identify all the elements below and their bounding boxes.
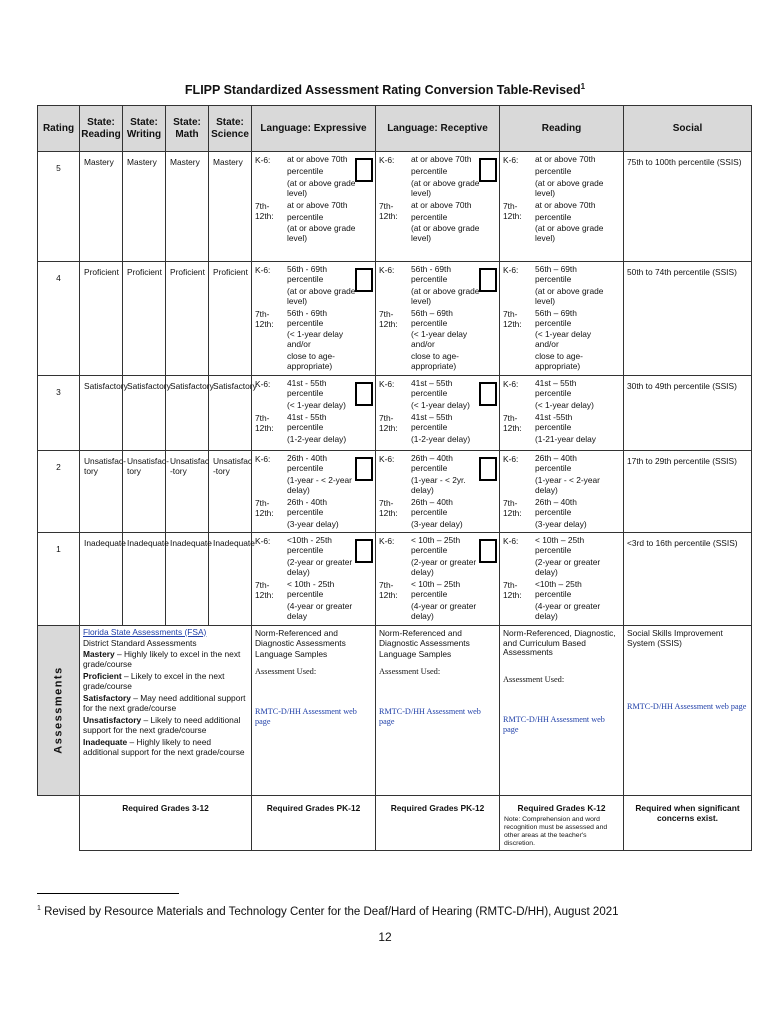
rating-value: 4	[38, 262, 80, 376]
rmtc-web-link[interactable]: RMTC-D/HH Assessment web page	[503, 715, 605, 734]
rating-value: 2	[38, 451, 80, 533]
rmtc-web-link[interactable]: RMTC-D/HH Assessment web page	[627, 702, 747, 712]
social-criteria: 50th to 74th percentile (SSIS)	[624, 262, 752, 376]
reading-criteria	[500, 451, 624, 533]
criteria-line: (< 1-year delay and/or	[287, 329, 344, 350]
criteria-text	[535, 412, 621, 446]
criteria-line: 41st -55th percentile	[535, 411, 573, 432]
grade-label: 7th-12th:	[379, 412, 398, 433]
reading-criteria	[500, 376, 624, 451]
expressive-criteria	[252, 152, 376, 262]
state-level: Inadequate	[80, 533, 123, 625]
grade-band	[379, 200, 497, 246]
criteria-line: 41st – 55th percentile	[411, 411, 453, 432]
grade-band	[503, 497, 621, 531]
rating-row	[38, 376, 752, 451]
criteria-line: 41st - 55th percentile	[287, 411, 327, 432]
criteria-line: < 10th – 25th percentile	[411, 535, 461, 556]
criteria-line: (at or above grade level)	[535, 285, 604, 306]
criteria-line: (< 1-year delay)	[535, 399, 594, 410]
criteria-line: percentile	[535, 211, 572, 222]
legend-desc: – Highly likely to excel in the next grade/course	[83, 649, 241, 670]
check-box[interactable]	[355, 457, 373, 481]
state-level: Satisfactory	[166, 376, 209, 451]
check-box[interactable]	[479, 268, 497, 292]
check-box[interactable]	[479, 539, 497, 563]
criteria-line: < 10th – 25th percentile	[535, 535, 585, 556]
state-level: Inadequate	[123, 533, 166, 625]
state-level: Inadequate	[209, 533, 252, 625]
criteria-line: (at or above grade level)	[287, 223, 356, 244]
criteria-line: (at or above grade level)	[287, 177, 356, 198]
state-level: Satisfactory	[80, 376, 123, 451]
legend-term: Satisfactory	[83, 693, 131, 704]
criteria-text	[411, 200, 497, 246]
grade-label: K-6:	[255, 379, 271, 390]
criteria-text	[411, 579, 497, 623]
assessments-row	[38, 625, 752, 795]
criteria-text	[287, 579, 373, 623]
rating-value: 1	[38, 533, 80, 625]
criteria-text	[287, 497, 373, 531]
header-social: Social	[624, 106, 752, 152]
criteria-line: 56th – 69th percentile	[411, 307, 453, 328]
rmtc-web-link[interactable]: RMTC-D/HH Assessment web page	[255, 707, 357, 726]
expressive-assessments-cell	[252, 625, 376, 795]
state-level: Proficient	[123, 262, 166, 376]
grade-label: K-6:	[255, 536, 271, 547]
criteria-line: 26th - 40th percentile	[287, 496, 328, 517]
legend-desc: – Highly likely to need additional support for the next grade/course	[83, 736, 245, 757]
grade-band	[255, 579, 373, 623]
expressive-criteria	[252, 262, 376, 376]
criteria-text	[535, 579, 621, 623]
state-level: Mastery	[123, 152, 166, 262]
grade-label: 7th-12th:	[255, 308, 274, 329]
footnote-rule	[37, 893, 179, 894]
criteria-line: percentile	[411, 165, 448, 176]
state-legend-line	[83, 649, 249, 671]
criteria-line: (< 1-year delay)	[411, 399, 470, 410]
criteria-text	[411, 308, 497, 373]
assessments-label: Assessments	[38, 625, 80, 795]
header-state-science: State: Science	[209, 106, 252, 152]
criteria-line: percentile	[411, 211, 448, 222]
legend-desc: – Likely to need additional support for the next grade/course	[83, 714, 241, 735]
criteria-line: (at or above grade level)	[411, 223, 480, 244]
legend-desc: – Likely to excel in the next grade/course	[83, 671, 225, 692]
page-number: 12	[378, 930, 392, 944]
criteria-line: close to age-appropriate)	[411, 351, 459, 372]
header-language-expressive: Language: Expressive	[252, 106, 376, 152]
criteria-line: at or above 70th	[535, 199, 596, 210]
required-receptive: Required Grades PK-12	[376, 795, 500, 850]
state-level: Proficient	[166, 262, 209, 376]
criteria-line: 41st – 55th percentile	[535, 378, 577, 398]
criteria-text	[535, 200, 621, 246]
criteria-line: (< 1-year delay)	[287, 399, 346, 410]
criteria-line: (4-year or greater delay)	[535, 600, 601, 621]
criteria-line: (< 1-year delay and/or	[411, 329, 468, 350]
check-box[interactable]	[355, 268, 373, 292]
state-legend-line	[83, 671, 249, 693]
assessment-type: Language Samples	[379, 649, 452, 660]
grade-label: 7th-12th:	[255, 580, 274, 600]
criteria-text	[535, 497, 621, 531]
criteria-line: at or above 70th	[411, 199, 472, 210]
grade-band	[503, 412, 621, 446]
receptive-criteria	[376, 533, 500, 625]
criteria-line: (3-year delay)	[535, 518, 587, 529]
rating-row	[38, 451, 752, 533]
criteria-text	[535, 264, 621, 308]
rating-conversion-table	[37, 105, 752, 851]
grade-label: K-6:	[503, 379, 519, 390]
grade-label: 7th-12th:	[255, 200, 274, 221]
grade-band	[379, 497, 497, 531]
social-criteria: 17th to 29th percentile (SSIS)	[624, 451, 752, 533]
grade-label: K-6:	[503, 454, 519, 465]
state-level: Satisfactory	[123, 376, 166, 451]
assessment-type: Language Samples	[255, 649, 328, 660]
assessment-used-label: Assessment Used:	[379, 667, 441, 677]
state-level: Proficient	[80, 262, 123, 376]
criteria-line: 26th – 40th percentile	[411, 496, 453, 517]
criteria-line: <10th – 25th percentile	[535, 579, 582, 599]
receptive-assessments-cell	[376, 625, 500, 795]
assessment-type: Norm-Referenced and Diagnostic Assessments	[255, 627, 346, 648]
criteria-text	[535, 453, 621, 497]
state-legend-line	[83, 737, 249, 759]
criteria-line: 26th – 40th percentile	[411, 453, 453, 473]
criteria-line: percentile	[287, 165, 324, 176]
criteria-line: (at or above grade level)	[411, 177, 480, 198]
check-box[interactable]	[479, 382, 497, 406]
page-title: FLIPP Standardized Assessment Rating Conversion Table-Revised$^1$	[184, 82, 586, 98]
reading-criteria	[500, 152, 624, 262]
grade-label: K-6:	[255, 265, 271, 275]
header-rating: Rating	[38, 106, 80, 152]
header-row	[38, 106, 752, 152]
receptive-criteria	[376, 152, 500, 262]
criteria-line: percentile	[287, 211, 324, 222]
grade-label: K-6:	[379, 536, 395, 547]
criteria-line: (at or above grade level)	[535, 223, 604, 244]
grade-label: K-6:	[255, 454, 271, 465]
grade-label: 7th-12th:	[379, 308, 398, 329]
criteria-text	[535, 535, 621, 579]
grade-label: 7th-12th:	[503, 200, 522, 221]
criteria-text	[287, 412, 373, 446]
state-level: Inadequate	[166, 533, 209, 625]
reading-criteria	[500, 262, 624, 376]
grade-band	[503, 154, 621, 200]
criteria-line: at or above 70th	[287, 154, 348, 164]
social-criteria: 30th to 49th percentile (SSIS)	[624, 376, 752, 451]
criteria-line: (at or above grade level)	[535, 177, 604, 198]
criteria-text	[287, 308, 373, 373]
criteria-line: 41st – 55th percentile	[411, 378, 453, 398]
required-social: Required when significant concerns exist.	[624, 795, 752, 850]
reading-criteria	[500, 533, 624, 625]
criteria-text	[287, 200, 373, 246]
grade-band	[379, 579, 497, 623]
criteria-line: (2-year or greater delay)	[411, 557, 477, 578]
criteria-line: (1-21-year delay	[535, 433, 596, 444]
criteria-line: (1-year - < 2-year delay)	[535, 474, 600, 495]
criteria-line: < 10th - 25th percentile	[287, 579, 335, 599]
required-reading-cell	[500, 795, 624, 850]
grade-band	[503, 264, 621, 308]
grade-label: K-6:	[503, 155, 519, 165]
criteria-line: 41st - 55th percentile	[287, 378, 327, 398]
criteria-line: (3-year delay)	[287, 518, 339, 529]
criteria-line: at or above 70th	[287, 199, 348, 210]
check-box[interactable]	[355, 539, 373, 563]
state-level: Mastery	[80, 152, 123, 262]
criteria-line: 56th - 69th percentile	[411, 264, 452, 284]
required-expressive: Required Grades PK-12	[252, 795, 376, 850]
criteria-line: 56th - 69th percentile	[287, 264, 328, 284]
assessment-type: Norm-Referenced and Diagnostic Assessments	[379, 627, 470, 648]
criteria-line: 26th - 40th percentile	[287, 453, 328, 473]
criteria-line: < 10th – 25th percentile	[411, 579, 461, 599]
fsa-link[interactable]: Florida State Assessments (FSA)	[83, 626, 207, 637]
grade-band	[503, 200, 621, 246]
grade-label: K-6:	[379, 265, 395, 275]
grade-label: 7th-12th:	[255, 497, 274, 518]
state-level: Unsatisfac-tory	[80, 451, 123, 533]
rating-row	[38, 262, 752, 376]
grade-band	[255, 308, 373, 373]
rating-row	[38, 533, 752, 625]
required-row	[38, 795, 752, 850]
legend-desc: District Standard Assessments	[83, 637, 197, 648]
grade-label: K-6:	[379, 155, 395, 165]
grade-band	[503, 579, 621, 623]
criteria-line: at or above 70th	[411, 154, 472, 164]
criteria-line: (at or above grade level)	[287, 285, 356, 306]
state-level: Mastery	[209, 152, 252, 262]
social-criteria: 75th to 100th percentile (SSIS)	[624, 152, 752, 262]
criteria-line: (at or above grade level)	[411, 285, 480, 306]
legend-term: Mastery	[83, 649, 115, 660]
grade-band	[255, 412, 373, 446]
criteria-text	[535, 308, 621, 373]
legend-term: Unsatisfactory	[83, 714, 142, 725]
criteria-line: 56th - 69th percentile	[287, 307, 328, 328]
grade-band	[503, 308, 621, 373]
reading-assessments-cell	[500, 625, 624, 795]
criteria-text	[535, 154, 621, 200]
social-assessments-cell	[624, 625, 752, 795]
expressive-criteria	[252, 451, 376, 533]
receptive-criteria	[376, 376, 500, 451]
grade-label: 7th-12th:	[379, 497, 398, 518]
grade-label: K-6:	[379, 379, 395, 390]
criteria-line: (3-year delay)	[411, 518, 463, 529]
criteria-line: <10th - 25th percentile	[287, 535, 332, 556]
grade-band	[379, 412, 497, 446]
grade-label: 7th-12th:	[503, 580, 522, 600]
criteria-line: close to age-appropriate)	[287, 351, 335, 372]
legend-desc: – May need additional support for the next grade/course	[83, 693, 246, 713]
social-criteria: <3rd to 16th percentile (SSIS)	[624, 533, 752, 625]
criteria-line: (1-2-year delay)	[411, 433, 471, 444]
state-level: Unsatisfac-tory	[123, 451, 166, 533]
criteria-line: (2-year or greater delay)	[287, 557, 353, 578]
grade-label: 7th-12th:	[503, 497, 522, 518]
state-level: Unsatisfac -tory	[209, 451, 252, 533]
check-box[interactable]	[479, 457, 497, 481]
expressive-criteria	[252, 533, 376, 625]
grade-label: K-6:	[379, 454, 395, 465]
state-level: Satisfactory	[209, 376, 252, 451]
check-box[interactable]	[355, 158, 373, 182]
grade-band	[503, 535, 621, 579]
header-state-math: State: Math	[166, 106, 209, 152]
grade-label: K-6:	[503, 536, 519, 547]
header-reading: Reading	[500, 106, 624, 152]
criteria-text	[411, 412, 497, 446]
grade-label: K-6:	[255, 155, 271, 165]
grade-band	[379, 308, 497, 373]
check-box[interactable]	[355, 382, 373, 406]
state-level: Mastery	[166, 152, 209, 262]
header-language-receptive: Language: Receptive	[376, 106, 500, 152]
criteria-line: 56th – 69th percentile	[535, 307, 577, 328]
check-box[interactable]	[479, 158, 497, 182]
criteria-line: at or above 70th	[535, 154, 596, 164]
criteria-line: (2-year or greater delay)	[535, 557, 601, 578]
grade-label: 7th-12th:	[379, 580, 398, 600]
criteria-line: (< 1-year delay and/or	[535, 329, 592, 350]
criteria-line: (4-year or greater delay	[287, 600, 353, 621]
state-legend-line	[83, 693, 249, 715]
grade-label: K-6:	[503, 265, 519, 275]
assessment-type: Norm-Referenced, Diagnostic, and Curriculum Based Assessments	[503, 627, 616, 658]
criteria-line: (4-year or greater delay)	[411, 600, 477, 621]
footnote: $^1$ Revised by Resource Materials and Technology Center for the Deaf/Hard of Hearing (RMTC-D/HH), August 2021	[37, 905, 619, 918]
required-state: Required Grades 3-12	[80, 795, 252, 850]
grade-band	[255, 497, 373, 531]
state-level: Unsatisfac -tory	[166, 451, 209, 533]
criteria-line: close to age-appropriate)	[535, 351, 583, 372]
state-level: Proficient	[209, 262, 252, 376]
criteria-line: (1-year - < 2-year delay)	[287, 474, 352, 495]
rating-value: 3	[38, 376, 80, 451]
state-legend-line	[83, 638, 249, 650]
header-state-writing: State: Writing	[123, 106, 166, 152]
blank-cell	[38, 795, 80, 850]
grade-label: 7th-12th:	[379, 200, 398, 221]
state-assessments-cell	[80, 625, 252, 795]
criteria-line: 56th – 69th percentile	[535, 264, 577, 284]
grade-band	[503, 453, 621, 497]
expressive-criteria	[252, 376, 376, 451]
criteria-line: (1-2-year delay)	[287, 433, 347, 444]
legend-term: Proficient	[83, 671, 122, 682]
rmtc-web-link[interactable]: RMTC-D/HH Assessment web page	[379, 707, 481, 726]
criteria-line: 26th – 40th percentile	[535, 453, 577, 473]
criteria-text	[411, 497, 497, 531]
grade-band	[255, 200, 373, 246]
state-legend-line	[83, 715, 249, 737]
legend-term: Inadequate	[83, 736, 128, 747]
assessment-type: Social Skills Improvement System (SSIS)	[627, 627, 723, 648]
criteria-line: (1-year - < 2yr. delay)	[411, 474, 466, 495]
grade-label: 7th-12th:	[503, 308, 522, 329]
grade-label: 7th-12th:	[503, 412, 522, 433]
criteria-line: percentile	[535, 165, 572, 176]
assessment-used-label: Assessment Used:	[255, 667, 317, 677]
required-reading: Required Grades K-12	[517, 802, 606, 813]
rating-row	[38, 152, 752, 262]
receptive-criteria	[376, 262, 500, 376]
assessment-used-label: Assessment Used:	[503, 675, 565, 685]
grade-label: 7th-12th:	[255, 412, 274, 433]
criteria-text	[535, 378, 621, 412]
header-state-reading: State: Reading	[80, 106, 123, 152]
rating-value: 5	[38, 152, 80, 262]
grade-band	[503, 378, 621, 412]
reading-note: Note: Comprehension and word recognition must be assessed and other areas at the teacher's discretion.	[504, 815, 608, 847]
criteria-line: 26th – 40th percentile	[535, 496, 577, 517]
receptive-criteria	[376, 451, 500, 533]
